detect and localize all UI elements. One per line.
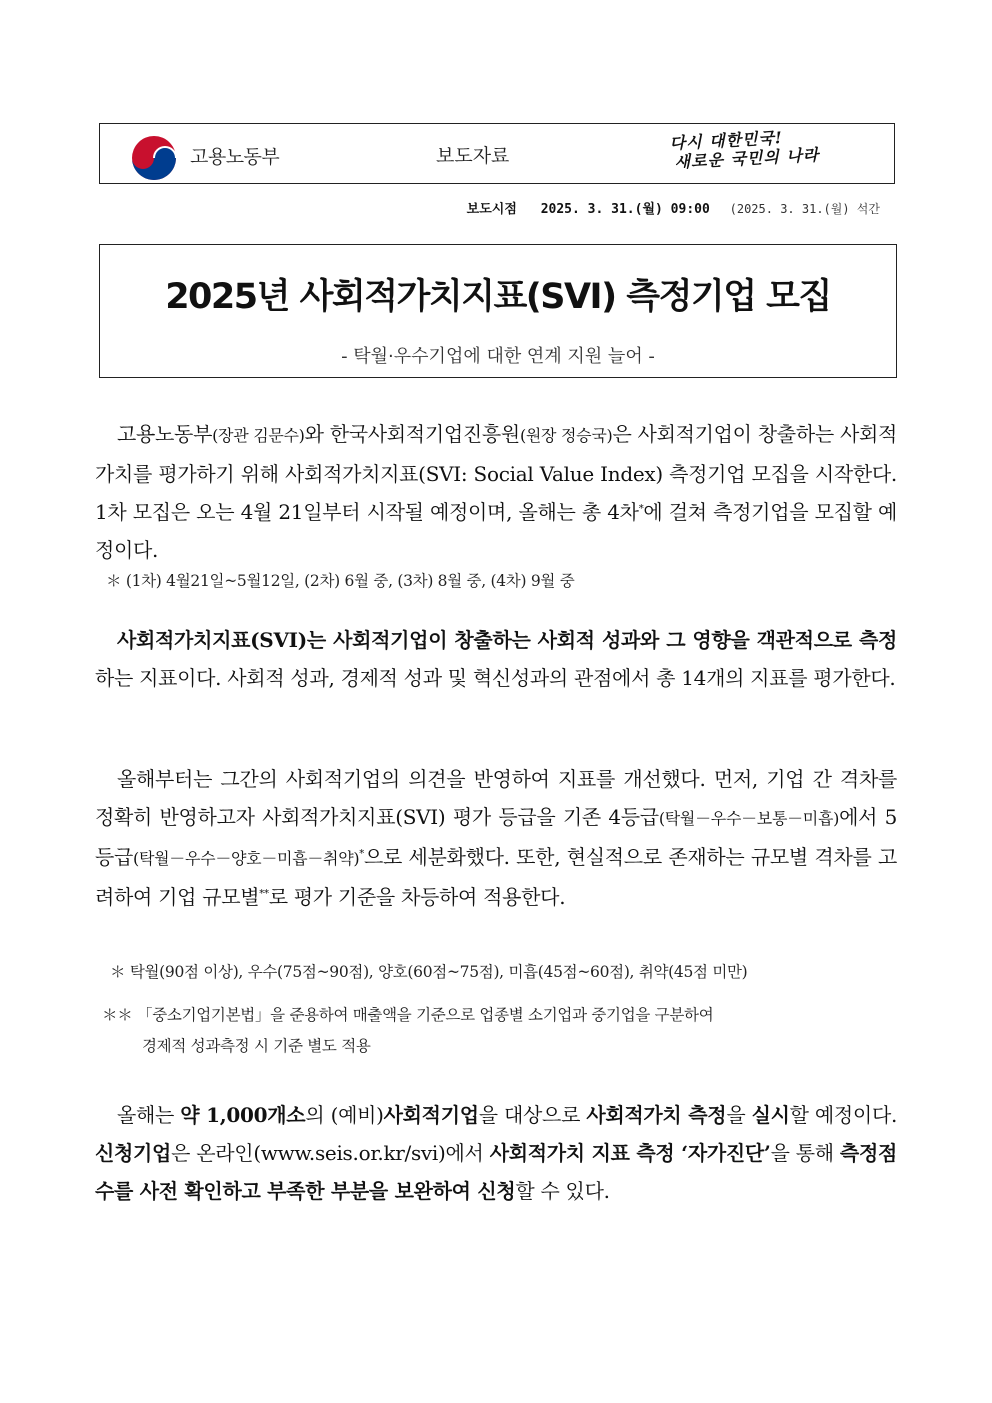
p1-a: 고용노동부 — [117, 422, 213, 446]
slogan — [669, 126, 820, 172]
page-subtitle: - 탁월·우수기업에 대한 연계 지원 늘어 - — [341, 346, 655, 367]
title-box — [99, 244, 897, 378]
p3-t1: 올해부터는 그간의 사회적기업의 의견을 반영하여 지표를 개선했다. 먼저, 기업 간 격차를 정확히 반영하고자 사회적가치지표(SVI) 평가 등급을 기존 4등급 — [95, 767, 897, 829]
footnote-1: ＊ (1차) 4월21일~5월12일, (2차) 6월 중, (3차) 8월 중, (4차) 9월 중 — [106, 572, 575, 590]
p1-b: (장관 김문수) — [212, 426, 305, 445]
p4-b1: 약 1,000개소 — [180, 1103, 306, 1127]
p4-t3: 을 대상으로 — [478, 1103, 587, 1127]
p4-b4: 실시 — [751, 1103, 790, 1127]
p4-b6: 사회적가치 지표 측정 ‘자가진단’ — [489, 1141, 771, 1165]
p1-c: 와 한국사회적기업진흥원 — [304, 422, 520, 446]
p4-t4: 을 — [726, 1103, 752, 1127]
p4-t5: 할 예정이다. — [789, 1103, 898, 1127]
slogan-line1: 다시 대한민국! — [669, 127, 784, 153]
p4-t2: 의 (예비) — [305, 1103, 384, 1127]
p4-b7: 측정점수를 사전 확인하고 부족한 부분을 보완하여 신청 — [95, 1141, 897, 1203]
footnote-3-line2: 경제적 성과측정 시 기준 별도 적용 — [142, 1037, 371, 1055]
release-time — [467, 198, 880, 217]
p4-b5: 신청기업 — [95, 1141, 172, 1165]
p3-s2: (탁월－우수－양호－미흡－취약) — [133, 849, 360, 868]
p1-sup: * — [638, 503, 644, 515]
p4-t1: 올해는 — [117, 1103, 181, 1127]
p2-text: 하는 지표이다. 사회적 성과, 경제적 성과 및 혁신성과의 관점에서 총 14개의 지표를 평가한다. — [95, 666, 896, 690]
slogan-line2: 새로운 국민의 나라 — [674, 145, 820, 172]
p1-f: 에 걸쳐 측정기업을 모집할 예정이다. — [95, 500, 897, 562]
embargo-note: (2025. 3. 31.(월) 석간 — [729, 202, 880, 216]
footnote-2: ＊ 탁월(90점 이상), 우수(75점~90점), 양호(60점~75점), 미흡(45점~60점), 취약(45점 미만) — [110, 963, 748, 981]
p2-bold: 사회적가치지표(SVI)는 사회적기업이 창출하는 사회적 성과와 그 영향을 객관적으로 측정 — [117, 628, 897, 652]
ministry-name: 고용노동부 — [190, 146, 280, 168]
p4-b3: 사회적가치 측정 — [586, 1103, 727, 1127]
release-datetime: 2025. 3. 31.(월) 09:00 — [540, 202, 710, 217]
p3-s1: (탁월－우수－보통－미흡) — [658, 809, 840, 828]
p3-sup1: * — [359, 848, 364, 860]
p1-e: 은 사회적기업이 창출하는 사회적가치를 평가하기 위해 사회적가치지표(SVI: Social Value Index) 측정기업 모집을 시작한다. 1차 모집은 오는 4월 21일부터 시작될 예정이며, 올해는 총 4차 — [95, 422, 898, 524]
footnote-3-line1: ＊＊ 「중소기업기본법」을 준용하여 매출액을 기준으로 업종별 소기업과 중기업을 구분하여 — [102, 1006, 714, 1024]
doc-type: 보도자료 — [436, 145, 510, 167]
p1-d: (원장 정승국) — [519, 426, 613, 445]
press-header — [99, 123, 895, 184]
p3-t4: 로 평가 기준을 차등하여 적용한다. — [268, 885, 566, 909]
p4-t6: 은 온라인(www.seis.or.kr/svi)에서 — [171, 1141, 490, 1165]
paragraph-4 — [95, 1096, 897, 1210]
p3-t2: 에서 5등급 — [95, 805, 897, 869]
p4-t7: 을 통해 — [770, 1141, 840, 1165]
ministry-logo-icon — [130, 134, 178, 182]
p4-b2: 사회적기업 — [383, 1103, 479, 1127]
paragraph-3 — [95, 760, 897, 916]
p3-t3: 으로 세분화했다. 또한, 현실적으로 존재하는 규모별 격차를 고려하여 기업 규모별 — [95, 845, 897, 909]
paragraph-1 — [95, 415, 897, 569]
paragraph-2 — [95, 621, 897, 697]
page-title: 2025년 사회적가치지표(SVI) 측정기업 모집 — [165, 277, 831, 317]
release-label: 보도시점 — [466, 202, 517, 217]
p4-t8: 할 수 있다. — [515, 1179, 610, 1203]
p3-sup2: ** — [259, 888, 269, 900]
